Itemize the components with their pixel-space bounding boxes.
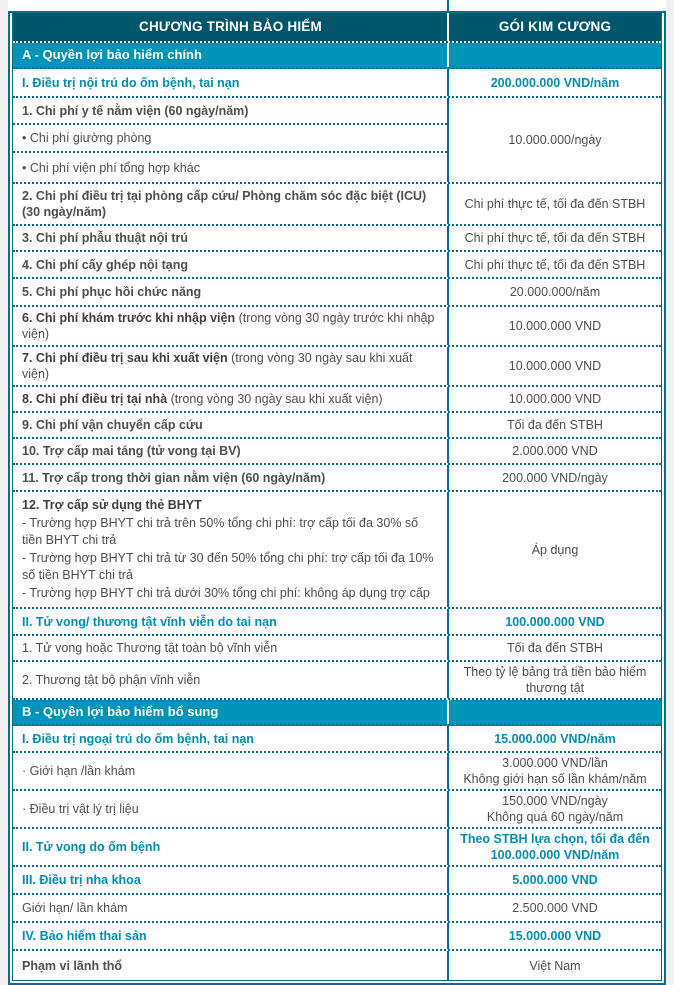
row-value: Tối đa đến STBH xyxy=(507,641,603,655)
row-value: 2.500.000 VND xyxy=(512,901,598,915)
row-label: · Giới hạn /lần khám xyxy=(13,753,449,789)
row-value: 10.000.000 VND xyxy=(508,392,602,406)
row-label-bold: 8. Chi phí điều trị tại nhà xyxy=(22,392,171,406)
header-package-column: GÓI KIM CƯƠNG xyxy=(498,19,612,34)
row-value-line: Không quá 60 ngày/năm xyxy=(486,810,624,824)
table-row xyxy=(13,69,661,98)
section-a-title: A - Quyền lợi bảo hiểm chính xyxy=(13,43,449,67)
row-label: IV. Bảo hiểm thai sản xyxy=(13,923,449,949)
table-header-row xyxy=(13,13,661,43)
row-value-line: 3.000.000 VND/lần xyxy=(502,756,608,770)
table-row xyxy=(13,184,661,226)
row-value: Theo tỷ lệ bảng trả tiền bảo hiểm thương tật xyxy=(463,665,647,695)
table-row-group xyxy=(13,98,661,184)
row-value: Việt Nam xyxy=(529,958,581,973)
table-row xyxy=(13,439,661,465)
row-value-line: Không giới hạn số lần khám/năm xyxy=(463,772,647,786)
row-label: · Điều trị vật lý trị liệu xyxy=(13,791,449,827)
row-label-line: - Trường hợp BHYT chi trả dưới 30% tổng chi phí: không áp dụng trợ cấp xyxy=(22,585,430,600)
row-value: 10.000.000 VND xyxy=(508,319,602,333)
row-value xyxy=(449,791,661,827)
row-label-text xyxy=(22,350,439,382)
row-value: 200.000 VND/ngày xyxy=(502,470,608,485)
row-label-line: - Trường hợp BHYT chi trả từ 30 đến 50% tổng chi phí: trợ cấp tối đa 10% số tiền BHYT chi trả xyxy=(22,550,434,582)
table-row xyxy=(13,226,661,252)
row-label: 1. Chi phí y tế nằm viện (60 ngày/năm) xyxy=(13,98,447,125)
table-row xyxy=(13,347,661,387)
section-b-header-row xyxy=(13,700,661,726)
row-label: I. Điều trị ngoại trú do ốm bệnh, tai nạn xyxy=(13,726,449,751)
table-row xyxy=(13,252,661,279)
row-label: 2. Thương tật bộ phận vĩnh viễn xyxy=(13,662,449,698)
table-row xyxy=(13,307,661,347)
table-row xyxy=(13,279,661,307)
row-value: 15.000.000 VND xyxy=(508,929,602,943)
group-labels xyxy=(13,98,449,182)
row-label-text xyxy=(22,310,439,342)
row-label: 11. Trợ cấp trong thời gian nằm viện (60 ngày/năm) xyxy=(13,465,449,490)
row-label xyxy=(13,307,449,345)
row-value: 10.000.000/ngày xyxy=(508,133,602,147)
row-value: Chi phí thực tế, tối đa đến STBH xyxy=(464,257,646,272)
section-a-empty-value xyxy=(449,43,661,67)
table-row xyxy=(13,791,661,829)
table-row xyxy=(13,413,661,439)
row-value: 5.000.000 VND xyxy=(512,873,598,887)
table-row xyxy=(13,923,661,951)
row-value: Áp dụng xyxy=(531,542,579,557)
row-label xyxy=(13,492,449,607)
row-label: I. Điều trị nội trú do ốm bệnh, tai nạn xyxy=(13,69,449,96)
table-row xyxy=(13,492,661,609)
row-value-line: 100.000.000 VND/năm xyxy=(490,848,620,862)
table-row xyxy=(13,609,661,636)
row-value xyxy=(449,753,661,789)
row-label: 10. Trợ cấp mai táng (tử vong tại BV) xyxy=(13,439,449,463)
row-label-text xyxy=(22,391,439,407)
row-label: II. Tử vong/ thương tật vĩnh viễn do tai nạn xyxy=(13,609,449,634)
table-row xyxy=(13,895,661,923)
row-label-note: (trong vòng 30 ngày trước khi nhập viện) xyxy=(22,311,435,341)
row-label: 3. Chi phí phẫu thuật nội trú xyxy=(13,226,449,250)
table-row xyxy=(13,951,661,980)
row-value-line: Theo STBH lựa chọn, tối đa đến xyxy=(460,832,650,846)
row-label: • Chi phí viện phí tổng hợp khác xyxy=(22,160,200,175)
row-value: 2.000.000 VND xyxy=(512,444,598,458)
row-value: 100.000.000 VND xyxy=(505,614,605,629)
row-label-line: 12. Trợ cấp sử dụng thẻ BHYT xyxy=(22,498,202,512)
section-b-title: B - Quyền lợi bảo hiểm bổ sung xyxy=(13,700,449,724)
table-row xyxy=(13,753,661,791)
row-label: Giới hạn/ lần khám xyxy=(13,895,449,921)
table-row xyxy=(13,636,661,662)
row-label: 4. Chi phí cấy ghép nội tạng xyxy=(13,252,449,277)
row-label-note: (trong vòng 30 ngày sau khi xuất viện) xyxy=(170,392,383,406)
table-row xyxy=(13,662,661,700)
row-value: 200.000.000 VND/năm xyxy=(490,75,620,90)
table-row xyxy=(13,387,661,413)
table-row xyxy=(13,726,661,753)
table-row xyxy=(13,829,661,867)
table-row xyxy=(13,465,661,492)
benefits-table-inner xyxy=(12,13,662,981)
row-value-line: 150.000 VND/ngày xyxy=(502,794,608,808)
row-label: III. Điều trị nha khoa xyxy=(13,867,449,893)
row-value: Chi phí thực tế, tối đa đến STBH xyxy=(464,197,646,211)
row-label-bold: 6. Chi phí khám trước khi nhập viện xyxy=(22,311,239,325)
row-label: 1. Tử vong hoặc Thương tật toàn bộ vĩnh viễn xyxy=(13,636,449,660)
table-row xyxy=(13,867,661,895)
row-label: II. Tử vong do ốm bệnh xyxy=(13,829,449,865)
row-label-bold: 7. Chi phí điều trị sau khi xuất viện xyxy=(22,351,232,365)
row-value: Tối đa đến STBH xyxy=(507,418,603,432)
row-label xyxy=(13,387,449,411)
row-label: Phạm vi lãnh thổ xyxy=(13,951,449,980)
row-value xyxy=(449,829,661,865)
section-a-header-row xyxy=(13,43,661,69)
row-label-line: - Trường hợp BHYT chi trả trên 50% tổng chi phí: trợ cấp tối đa 30% số tiền BHYT chi trả xyxy=(22,515,419,547)
row-label xyxy=(13,347,449,385)
row-label: 5. Chi phí phục hồi chức năng xyxy=(13,279,449,305)
section-b-empty-value xyxy=(449,700,661,724)
row-value: 15.000.000 VND/năm xyxy=(494,731,616,746)
row-value: 10.000.000 VND xyxy=(508,359,602,373)
row-label: 9. Chi phí vận chuyển cấp cứu xyxy=(13,413,449,437)
benefits-table xyxy=(8,11,666,985)
row-label: 2. Chi phí điều trị tại phòng cấp cứu/ Phòng chăm sóc đặc biệt (ICU) (30 ngày/năm) xyxy=(13,184,449,224)
row-value: Chi phí thực tế, tối đa đến STBH xyxy=(464,231,646,245)
row-label-note: (trong vòng 30 ngày sau khi xuất viện) xyxy=(22,351,413,381)
row-value: 20.000.000/năm xyxy=(509,285,601,299)
header-program-column: CHƯƠNG TRÌNH BẢO HIỂM xyxy=(13,13,449,41)
row-label: • Chi phí giường phòng xyxy=(13,125,447,153)
table-sheet xyxy=(8,0,666,973)
